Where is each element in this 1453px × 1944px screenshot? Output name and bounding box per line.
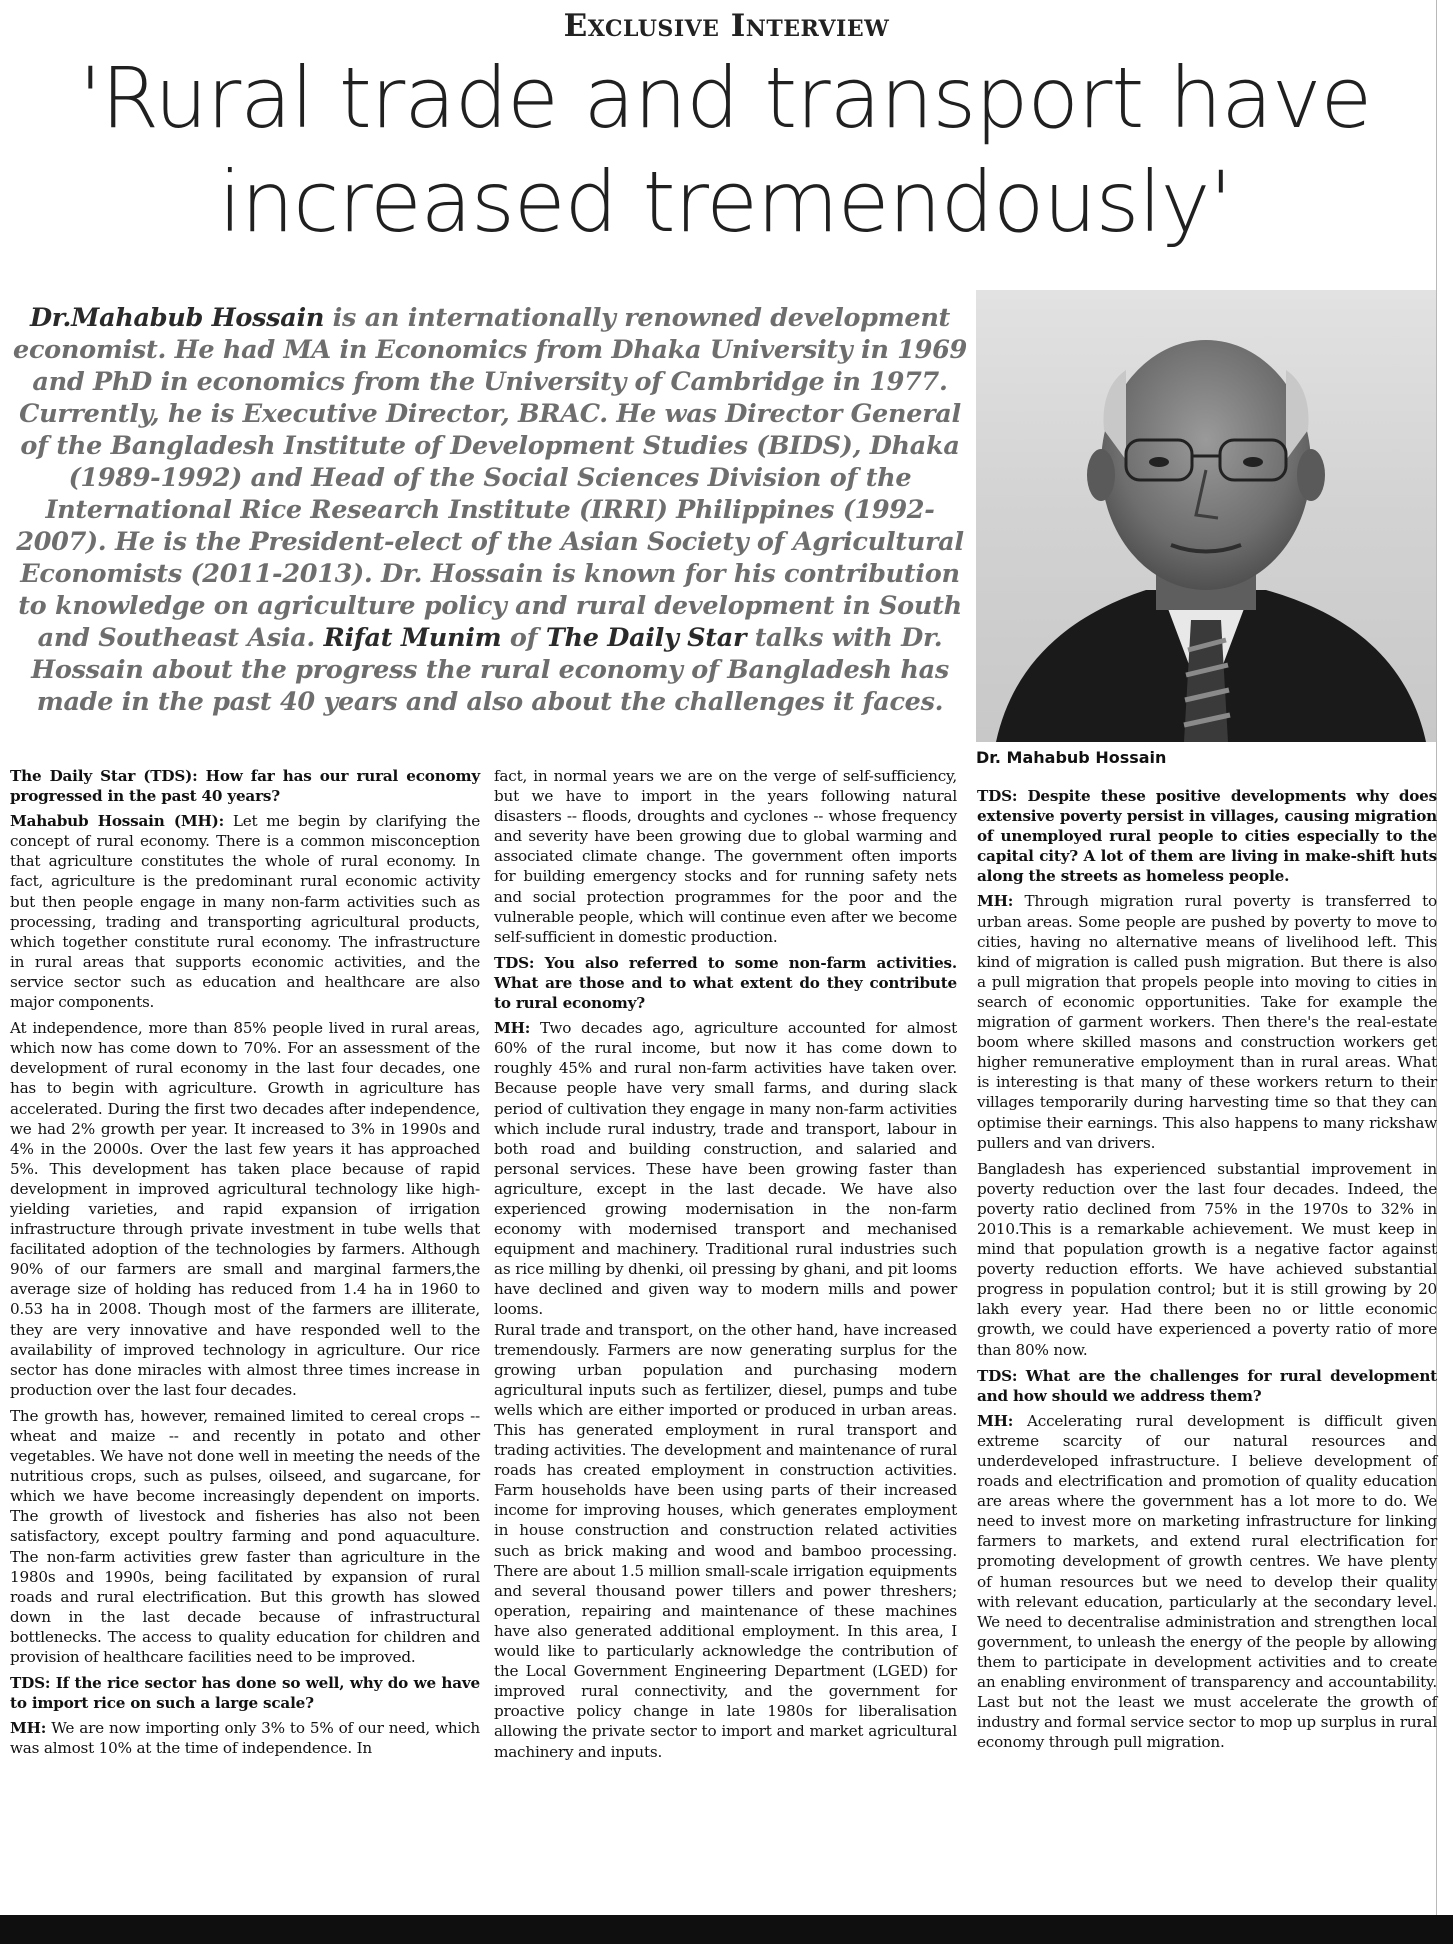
- answer-3-label: MH:: [494, 1019, 531, 1038]
- portrait-photo: [976, 290, 1436, 742]
- intro-interviewer: Rifat Munim: [323, 623, 502, 653]
- portrait-illustration: [976, 290, 1436, 742]
- answer-5-text: Accelerating rural development is difficult given extreme scarcity of our natural resources and underdeveloped infrastructure. I believe development of roads and electrification and promotion of quality education are areas where the government has a lot more to do. We need to invest more on marketing infrastructure for linking farmers to markets, and extend rural electrification for promoting development of growth centres. We have plenty of human resources but we need to develop their quality with relevant education, particularly at the secondary level. We need to decentralise administration and strengthen local government, to unleash the energy of the people by allowing them to participate in development activities and to create an enabling environment of transparency and accountability. Last but not the least we must accelerate the growth of industry and formal service sector to mop up surplus in rural economy through pull migration.: [977, 1411, 1437, 1752]
- answer-1-label: Mahabub Hossain (MH):: [10, 812, 224, 831]
- bottom-black-band: [0, 1915, 1453, 1944]
- answer-5-label: MH:: [977, 1411, 1014, 1430]
- intro-text-3: talks with Dr. Hossain about the progress the rural economy of Bangladesh has made in the past 40 years and also about the challenges it faces.: [31, 623, 949, 717]
- question-2: TDS: If the rice sector has done so well, why do we have to import rice on such a large scale?: [10, 1674, 480, 1713]
- paragraph-5: Bangladesh has experienced substantial improvement in poverty reduction over the last four decades. Indeed, the poverty ratio declined from 75% in the 1970s to 32% in 2010.This is a remarkable achievement. We must keep in mind that population growth is a negative factor against poverty reduction efforts. We have achieved substantial progress in population control; but it is still growing by 20 lakh every year. Had there been no or little economic growth, we could have experienced a poverty ratio of more than 80% now.: [977, 1159, 1437, 1359]
- question-4: TDS: Despite these positive developments why does extensive poverty persist in villages, causing migration of unemployed rural people to cities especially to the capital city? A lot of them are living in make-shift huts along the streets as homeless people.: [977, 787, 1437, 886]
- answer-4-label: MH:: [977, 892, 1014, 911]
- answer-5: [977, 1411, 1437, 1753]
- intro-text-2: of: [501, 623, 546, 653]
- intro-name: Dr.Mahabub Hossain: [29, 303, 325, 333]
- intro-text-1: is an internationally renowned development economist. He had MA in Economics from Dhaka University in 1969 and PhD in economics from the University of Cambridge in 1977. Currently, he is Executive Director, BRAC. He was Director General of the Bangladesh Institute of Development Studies (BIDS), Dhaka (1989-1992) and Head of the Social Sciences Division of the International Rice Research Institute (IRRI) Philippines (1992-2007). He is the President-elect of the Asian Society of Agricultural Economists (2011-2013). Dr. Hossain is known for his contribution to knowledge on agriculture policy and rural development in South and Southeast Asia.: [13, 303, 967, 653]
- question-1: The Daily Star (TDS): How far has our rural economy progressed in the past 40 years?: [10, 767, 480, 806]
- intro-paper: The Daily Star: [545, 623, 747, 653]
- headline-line-2: increased tremendously': [218, 153, 1232, 251]
- article-column-3: [977, 786, 1437, 1758]
- article-column-1: [10, 766, 480, 1765]
- headline-line-1: 'Rural trade and transport have: [78, 49, 1372, 147]
- answer-1-text: Let me begin by clarifying the concept of rural economy. There is a common misconception that agriculture constitutes the whole of rural economy. In fact, agriculture is the predominant rural economic activity but then people engage in many non-farm activities such as processing, trading and transporting agricultural products, which together constitute rural economy. The infrastructure in rural areas that supports economic activities, and the service sector such as education and healthcare are also major components.: [10, 812, 480, 1012]
- answer-4-text: Through migration rural poverty is transferred to urban areas. Some people are pushed by poverty to move to cities, having no alternative means of livelihood left. This kind of migration is called push migration. But there is also a pull migration that propels people into moving to cities in search of economic opportunities. Take for example the migration of garment workers. Then there's the real-estate boom where skilled masons and construction workers get higher remunerative employment than in rural areas. What is interesting is that many of these workers return to their villages temporarily during harvesting time so that they can optimise their earnings. This also happens to many rickshaw pullers and van drivers.: [977, 892, 1437, 1152]
- intro-paragraph: [8, 302, 972, 718]
- paragraph-4: Rural trade and transport, on the other hand, have increased tremendously. Farmers are now generating surplus for the growing urban population and purchasing modern agricultural inputs such as fertilizer, diesel, pumps and tube wells which are either imported or produced in urban areas. This has generated employment in rural transport and trading activities. The development and maintenance of rural roads has created employment in construction activities. Farm households have been using parts of their increased income for improving houses, which generates employment in house construction and construction related activities such as brick making and wood and bamboo processing. There are about 1.5 million small-scale irrigation equipments and several thousand power tillers and power threshers; operation, repairing and maintenance of these machines have also generated additional employment. In this area, I would like to particularly acknowledge the contribution of the Local Government Engineering Department (LGED) for improved rural connectivity, and the government for proactive policy change in late 1980s for liberalisation allowing the private sector to import and market agricultural machinery and inputs.: [494, 1320, 957, 1761]
- question-5: TDS: What are the challenges for rural development and how should we address them?: [977, 1366, 1437, 1405]
- article-column-2: [494, 766, 957, 1768]
- answer-3-text: Two decades ago, agriculture accounted for almost 60% of the rural income, but now it has come down to roughly 45% and rural non-farm activities have taken over. Because people have very small farms, and during slack period of cultivation they engage in many non-farm activities which include rural industry, trade and transport, labour in both road and building construction, and salaried and personal services. These have been growing faster than agriculture, except in the last decade. We have also experienced growing modernisation in the non-farm economy with modernised transport and mechanised equipment and machinery. Traditional rural industries such as rice milling by dhenki, oil pressing by ghani, and pit looms have declined and given way to modern mills and power looms.: [494, 1019, 957, 1319]
- answer-2-text: We are now importing only 3% to 5% of our need, which was almost 10% at the time of independence. In: [10, 1719, 480, 1758]
- answer-4: [977, 891, 1437, 1152]
- section-kicker: Exclusive Interview: [563, 8, 890, 44]
- answer-3: [494, 1018, 957, 1319]
- paragraph-2: At independence, more than 85% people lived in rural areas, which now has come down to 70%. For an assessment of the development of rural economy in the last four decades, one has to begin with agriculture. Growth in agriculture has accelerated. During the first two decades after independence, we had 2% growth per year. It increased to 3% in 1990s and 4% in the 2000s. Over the last few years it has approached 5%. This development has taken place because of rapid development in improved agricultural technology like high-yielding varieties, and rapid expansion of irrigation infrastructure through private investment in tube wells that facilitated adoption of the technologies by farmers. Although 90% of our farmers are small and marginal farmers,the average size of holding has reduced from 1.4 ha in 1960 to 0.53 ha in 2008. Though most of the farmers are illiterate, they are very innovative and have responded well to the availability of improved technology in agriculture. Our rice sector has done miracles with almost three times increase in production over the last four decades.: [10, 1019, 480, 1399]
- answer-1: [10, 811, 480, 1012]
- headline: [20, 46, 1430, 254]
- answer-2: [10, 1718, 480, 1758]
- answer-2-continued: fact, in normal years we are on the verge of self-sufficiency, but we have to import in the years following natural disasters -- floods, droughts and cyclones -- whose frequency and severity have been growing due to global warming and associated climate change. The government often imports for building emergency stocks and for running safety nets and social protection programmes for the poor and the vulnerable people, which will continue even after we become self-sufficient in domestic production.: [494, 767, 957, 946]
- paragraph-3: The growth has, however, remained limited to cereal crops -- wheat and maize -- and recently in potato and other vegetables. We have not done well in meeting the needs of the nutritious crops, such as pulses, oilseed, and sugarcane, for which we have become increasingly dependent on imports. The growth of livestock and fisheries has also not been satisfactory, except poultry farming and pond aquaculture. The non-farm activities grew faster than agriculture in the 1980s and 1990s, being facilitated by expansion of rural roads and rural electrification. But this growth has slowed down in the last decade because of infrastructural bottlenecks. The access to quality education for children and provision of healthcare facilities need to be improved.: [10, 1406, 480, 1667]
- question-3: TDS: You also referred to some non-farm activities. What are those and to what extent do they contribute to rural economy?: [494, 953, 957, 1013]
- answer-2-label: MH:: [10, 1719, 47, 1738]
- photo-caption: Dr. Mahabub Hossain: [976, 748, 1167, 767]
